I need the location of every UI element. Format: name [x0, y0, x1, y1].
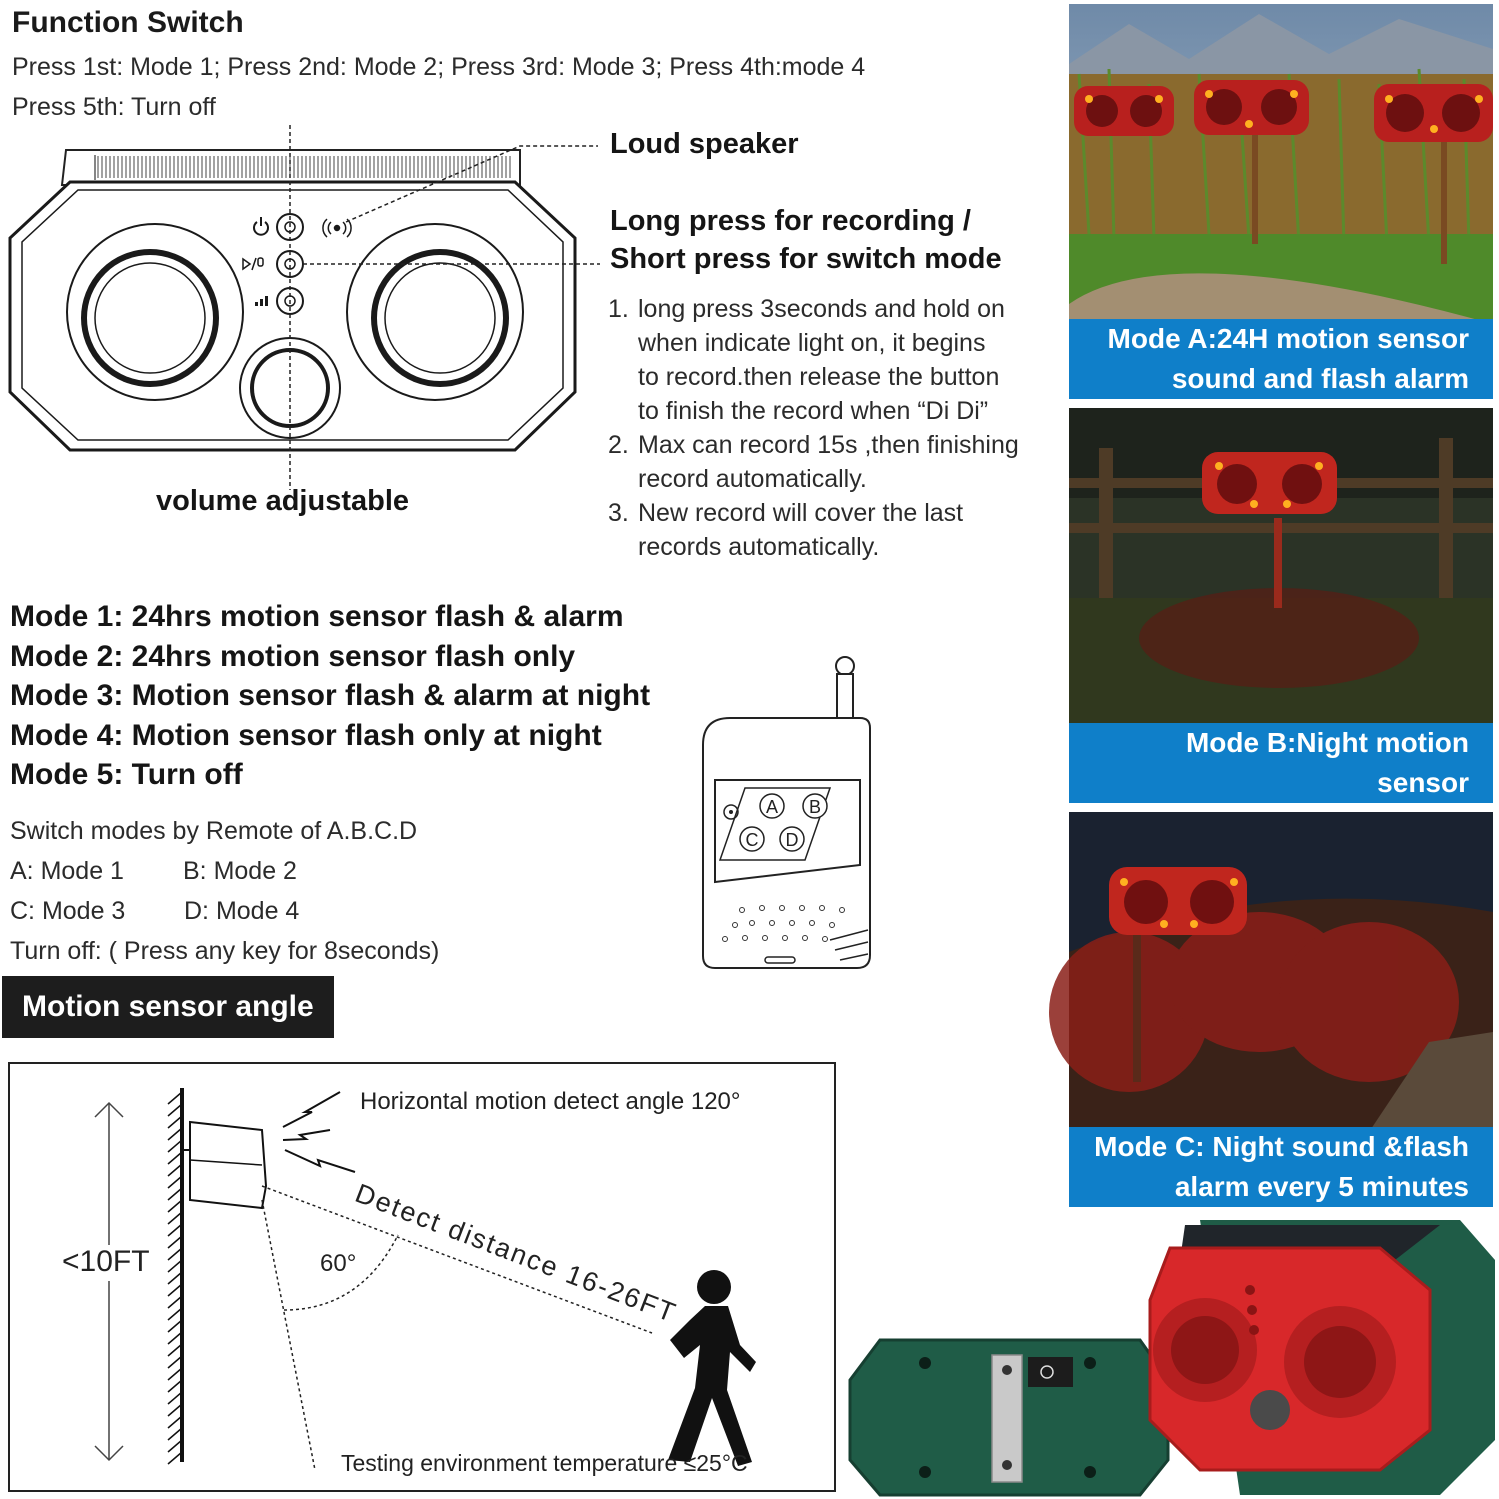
device-back-view	[850, 1340, 1168, 1495]
step-2: 2. Max can record 15s ,then finishing record automatically.	[608, 431, 1019, 493]
product-renders	[845, 1215, 1499, 1499]
remote-d: D: Mode 4	[184, 897, 300, 925]
device-front-diagram	[0, 120, 600, 500]
wall-hatch	[168, 1092, 182, 1464]
mode-c-caption: Mode C: Night sound &flash alarm every 5 minutes	[1069, 1127, 1493, 1207]
mode-2: Mode 2: 24hrs motion sensor flash only	[10, 639, 576, 673]
height-label: <10FT	[62, 1245, 150, 1278]
mode-b-caption: Mode B:Night motion sensor	[1069, 723, 1493, 803]
mode-c-photo	[1069, 812, 1493, 1207]
sensor-angle-label: 60°	[320, 1250, 357, 1277]
mode-a-photo	[1069, 4, 1493, 399]
walking-person-icon	[668, 1270, 756, 1466]
device-c	[1109, 867, 1247, 935]
remote-key-c	[740, 827, 764, 851]
device-b	[1202, 452, 1337, 514]
remote-intro: Switch modes by Remote of A.B.C.D	[10, 817, 418, 845]
remote-a: A: Mode 1	[10, 857, 124, 885]
recording-steps	[608, 292, 1058, 564]
function-switch-title: Function Switch	[12, 6, 244, 39]
volume-label: volume adjustable	[156, 485, 410, 517]
short-press-heading: Short press for switch mode	[610, 243, 1002, 275]
press-sequence-line: Press 1st: Mode 1; Press 2nd: Mode 2; Press 3rd: Mode 3; Press 4th:mode 4	[12, 53, 866, 81]
loud-speaker-label: Loud speaker	[610, 128, 799, 160]
remote-key-b	[803, 794, 827, 818]
detect-distance-label: Detect distance 16-26FT	[351, 1178, 681, 1329]
temperature-label: Testing environment temperature ≤25°C	[341, 1450, 748, 1476]
mode-1: Mode 1: 24hrs motion sensor flash & alarm	[10, 600, 624, 633]
mode-b-photo	[1069, 408, 1493, 803]
svg-text:A: A	[765, 797, 779, 817]
device-a1	[1074, 86, 1174, 136]
device-front-view	[1150, 1220, 1495, 1495]
remote-control-drawing	[695, 655, 880, 975]
svg-text:D: D	[785, 830, 799, 850]
modes-list	[10, 597, 650, 795]
remote-b: B: Mode 2	[183, 857, 297, 885]
long-press-heading: Long press for recording /	[610, 205, 971, 237]
motion-sensor-angle-banner: Motion sensor angle	[2, 976, 334, 1038]
remote-key-a	[760, 794, 784, 818]
mode-a-caption: Mode A:24H motion sensor sound and flash alarm	[1069, 319, 1493, 399]
mode-3: Mode 3: Motion sensor flash & alarm at night	[10, 679, 651, 712]
step-1: 1. long press 3seconds and hold on when indicate light on, it begins to record.then release the button to finish the record when “Di Di”	[608, 295, 1005, 425]
step-3: 3. New record will cover the last records automatically.	[608, 499, 964, 561]
remote-key-d	[780, 827, 804, 851]
remote-c: C: Mode 3	[10, 897, 126, 925]
remote-off: Turn off: ( Press any key for 8seconds)	[10, 937, 440, 965]
svg-text:B: B	[808, 797, 822, 817]
device-a3	[1374, 84, 1493, 142]
horizontal-angle-label: Horizontal motion detect angle 120°	[360, 1088, 741, 1115]
mode-5: Mode 5: Turn off	[10, 758, 243, 791]
svg-text:C: C	[745, 830, 759, 850]
mode-4: Mode 4: Motion sensor flash only at night	[10, 718, 602, 752]
press-off-line: Press 5th: Turn off	[12, 93, 216, 121]
